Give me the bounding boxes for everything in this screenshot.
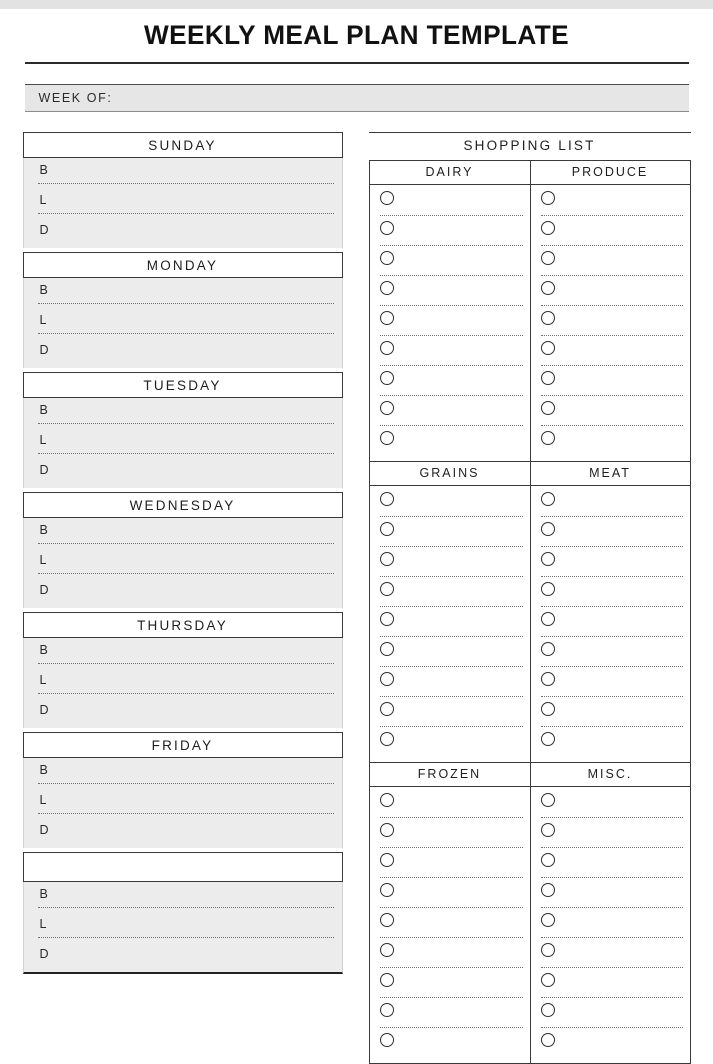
meal-entry-row[interactable] — [24, 338, 342, 368]
category-item-column — [530, 787, 690, 1063]
category-body-row — [370, 787, 690, 1063]
shopping-item-row[interactable] — [531, 431, 690, 458]
checkbox-circle-icon[interactable] — [380, 371, 394, 385]
checkbox-circle-icon[interactable] — [380, 672, 394, 686]
checkbox-circle-icon[interactable] — [541, 1033, 555, 1047]
shopping-item-row[interactable] — [531, 793, 690, 820]
day-block — [23, 252, 343, 368]
meal-entry-row[interactable] — [24, 278, 342, 308]
checkbox-circle-icon[interactable] — [380, 281, 394, 295]
shopping-item-row[interactable] — [531, 973, 690, 1000]
checkbox-circle-icon[interactable] — [380, 311, 394, 325]
checkbox-circle-icon[interactable] — [380, 943, 394, 957]
shopping-item-row[interactable] — [531, 1003, 690, 1030]
category-header: DAIRY — [425, 165, 474, 179]
shopping-item-row[interactable] — [370, 431, 530, 458]
shopping-list-title: SHOPPING LIST — [463, 138, 596, 153]
day-block — [23, 612, 343, 728]
shopping-item-row[interactable] — [531, 251, 690, 278]
title-section — [0, 9, 713, 64]
meal-entry-row[interactable] — [24, 638, 342, 668]
shopping-item-row[interactable] — [531, 582, 690, 609]
checkbox-circle-icon[interactable] — [380, 612, 394, 626]
meal-letter-label: D — [39, 343, 49, 357]
day-block — [23, 852, 343, 974]
day-meals-body — [23, 158, 343, 248]
meal-letter-label: L — [39, 673, 47, 687]
category-header: PRODUCE — [530, 161, 690, 184]
shopping-item-row[interactable] — [531, 281, 690, 308]
meal-letter-label: B — [39, 763, 48, 777]
category-item-column — [530, 185, 690, 461]
shopping-item-row[interactable] — [370, 522, 530, 549]
meal-entry-row[interactable] — [24, 458, 342, 488]
checkbox-circle-icon[interactable] — [541, 793, 555, 807]
shopping-item-row[interactable] — [370, 1003, 530, 1030]
day-header[interactable] — [23, 612, 343, 638]
checkbox-circle-icon[interactable] — [380, 702, 394, 716]
shopping-item-row[interactable] — [370, 281, 530, 308]
meal-entry-row[interactable] — [24, 548, 342, 578]
checkbox-circle-icon[interactable] — [541, 582, 555, 596]
shopping-item-row[interactable] — [531, 672, 690, 699]
day-block — [23, 132, 343, 248]
meal-entry-row[interactable] — [24, 398, 342, 428]
shopping-item-row[interactable] — [531, 732, 690, 759]
checkbox-circle-icon[interactable] — [541, 401, 555, 415]
shopping-item-row[interactable] — [531, 702, 690, 729]
meal-entry-row[interactable] — [24, 698, 342, 728]
meal-entry-row[interactable] — [24, 518, 342, 548]
category-item-column — [370, 185, 530, 461]
checkbox-circle-icon[interactable] — [380, 732, 394, 746]
meal-letter-label: B — [39, 887, 48, 901]
category-header: MEAT — [530, 462, 690, 485]
category-header-row — [370, 763, 690, 787]
shopping-item-row[interactable] — [531, 341, 690, 368]
checkbox-circle-icon[interactable] — [541, 221, 555, 235]
checkbox-circle-icon[interactable] — [541, 913, 555, 927]
day-name-label: SUNDAY — [148, 137, 217, 153]
shopping-item-row[interactable] — [370, 552, 530, 579]
day-header[interactable] — [23, 852, 343, 882]
meal-letter-label: L — [39, 917, 47, 931]
shopping-item-row[interactable] — [531, 612, 690, 639]
meal-entry-row[interactable] — [24, 578, 342, 608]
checkbox-circle-icon[interactable] — [380, 552, 394, 566]
checkbox-circle-icon[interactable] — [380, 251, 394, 265]
checkbox-circle-icon[interactable] — [541, 973, 555, 987]
meal-entry-row[interactable] — [24, 758, 342, 788]
shopping-category-block — [370, 161, 690, 461]
meal-entry-row[interactable] — [24, 308, 342, 338]
meal-letter-label: B — [39, 523, 48, 537]
meal-entry-row[interactable] — [24, 188, 342, 218]
checkbox-circle-icon[interactable] — [541, 823, 555, 837]
category-header: FROZEN — [417, 767, 482, 781]
shopping-item-row[interactable] — [370, 1033, 530, 1060]
meal-entry-row[interactable] — [24, 942, 342, 972]
meal-entry-row[interactable] — [24, 882, 342, 912]
shopping-item-row[interactable] — [531, 552, 690, 579]
checkbox-circle-icon[interactable] — [380, 431, 394, 445]
day-name-label: WEDNESDAY — [129, 497, 236, 513]
day-header[interactable] — [23, 252, 343, 278]
day-header[interactable] — [23, 372, 343, 398]
category-body-row — [370, 486, 690, 762]
meal-letter-label: L — [39, 553, 47, 567]
shopping-item-row[interactable] — [531, 913, 690, 940]
checkbox-circle-icon[interactable] — [380, 1033, 394, 1047]
week-of-field[interactable] — [25, 84, 689, 112]
category-item-column — [370, 787, 530, 1063]
page-title: WEEKLY MEAL PLAN TEMPLATE — [144, 20, 569, 50]
document-page — [0, 9, 713, 1064]
checkbox-circle-icon[interactable] — [541, 943, 555, 957]
category-header: MISC. — [530, 763, 690, 786]
shopping-item-row[interactable] — [370, 853, 530, 880]
title-divider — [25, 62, 689, 64]
week-of-section — [25, 84, 689, 112]
checkbox-circle-icon[interactable] — [541, 341, 555, 355]
checkbox-circle-icon[interactable] — [380, 492, 394, 506]
shopping-item-row[interactable] — [531, 492, 690, 519]
day-header[interactable] — [23, 132, 343, 158]
meal-letter-label: L — [39, 313, 47, 327]
checkbox-circle-icon[interactable] — [380, 582, 394, 596]
checkbox-circle-icon[interactable] — [380, 913, 394, 927]
checkbox-circle-icon[interactable] — [380, 883, 394, 897]
meal-letter-label: D — [39, 223, 49, 237]
shopping-item-row[interactable] — [531, 943, 690, 970]
shopping-item-row[interactable] — [531, 191, 690, 218]
meal-letter-label: B — [39, 283, 48, 297]
day-header[interactable] — [23, 492, 343, 518]
checkbox-circle-icon[interactable] — [541, 642, 555, 656]
shopping-item-row[interactable] — [531, 221, 690, 248]
meal-entry-row[interactable] — [24, 428, 342, 458]
shopping-item-row[interactable] — [370, 401, 530, 428]
shopping-category-block — [370, 461, 690, 762]
shopping-item-row[interactable] — [370, 492, 530, 519]
day-block — [23, 492, 343, 608]
shopping-item-row[interactable] — [370, 823, 530, 850]
meal-entry-row[interactable] — [24, 788, 342, 818]
meal-letter-label: L — [39, 793, 47, 807]
checkbox-circle-icon[interactable] — [541, 552, 555, 566]
shopping-item-row[interactable] — [370, 582, 530, 609]
shopping-item-row[interactable] — [370, 642, 530, 669]
meal-entry-row[interactable] — [24, 158, 342, 188]
shopping-item-row[interactable] — [531, 401, 690, 428]
meal-entry-row[interactable] — [24, 218, 342, 248]
meal-plan-column — [23, 132, 343, 974]
shopping-item-row[interactable] — [370, 221, 530, 248]
meal-letter-label: L — [39, 433, 47, 447]
day-meals-body — [23, 638, 343, 728]
day-meals-body — [23, 278, 343, 368]
shopping-item-row[interactable] — [370, 702, 530, 729]
meal-letter-label: B — [39, 403, 48, 417]
week-of-label: WEEK OF: — [38, 91, 113, 105]
meal-entry-row[interactable] — [24, 818, 342, 848]
checkbox-circle-icon[interactable] — [541, 431, 555, 445]
top-gray-strip — [0, 0, 713, 9]
checkbox-circle-icon[interactable] — [380, 191, 394, 205]
shopping-item-row[interactable] — [531, 522, 690, 549]
shopping-item-row[interactable] — [531, 1033, 690, 1060]
shopping-list-column — [369, 132, 691, 1064]
checkbox-circle-icon[interactable] — [541, 191, 555, 205]
shopping-item-row[interactable] — [531, 883, 690, 910]
shopping-item-row[interactable] — [370, 341, 530, 368]
shopping-list-table — [369, 160, 691, 1064]
checkbox-circle-icon[interactable] — [380, 973, 394, 987]
category-header-row — [370, 161, 690, 185]
shopping-item-row[interactable] — [370, 883, 530, 910]
meal-letter-label: D — [39, 463, 49, 477]
checkbox-circle-icon[interactable] — [541, 612, 555, 626]
shopping-category-block — [370, 762, 690, 1063]
shopping-item-row[interactable] — [370, 612, 530, 639]
category-header-row — [370, 462, 690, 486]
shopping-item-row[interactable] — [370, 672, 530, 699]
checkbox-circle-icon[interactable] — [541, 251, 555, 265]
day-name-label: FRIDAY — [151, 737, 214, 753]
checkbox-circle-icon[interactable] — [541, 1003, 555, 1017]
day-name-label: TUESDAY — [143, 377, 222, 393]
checkbox-circle-icon[interactable] — [380, 642, 394, 656]
day-meals-body — [23, 398, 343, 488]
day-block — [23, 372, 343, 488]
day-name-label: MONDAY — [146, 257, 219, 273]
checkbox-circle-icon[interactable] — [541, 883, 555, 897]
meal-entry-row[interactable] — [24, 912, 342, 942]
shopping-item-row[interactable] — [370, 732, 530, 759]
day-meals-body — [23, 518, 343, 608]
checkbox-circle-icon[interactable] — [380, 522, 394, 536]
day-block — [23, 732, 343, 848]
shopping-item-row[interactable] — [370, 943, 530, 970]
checkbox-circle-icon[interactable] — [380, 401, 394, 415]
checkbox-circle-icon[interactable] — [541, 672, 555, 686]
shopping-item-row[interactable] — [531, 642, 690, 669]
shopping-item-row[interactable] — [531, 311, 690, 338]
checkbox-circle-icon[interactable] — [380, 221, 394, 235]
checkbox-circle-icon[interactable] — [541, 732, 555, 746]
checkbox-circle-icon[interactable] — [541, 492, 555, 506]
checkbox-circle-icon[interactable] — [380, 1003, 394, 1017]
shopping-item-row[interactable] — [370, 913, 530, 940]
meal-letter-label: B — [39, 643, 48, 657]
shopping-item-row[interactable] — [531, 371, 690, 398]
meal-letter-label: D — [39, 583, 49, 597]
category-header: GRAINS — [419, 466, 480, 480]
shopping-item-row[interactable] — [370, 371, 530, 398]
shopping-item-row[interactable] — [370, 251, 530, 278]
category-item-column — [370, 486, 530, 762]
meal-letter-label: L — [39, 193, 47, 207]
meal-letter-label: B — [39, 163, 48, 177]
checkbox-circle-icon[interactable] — [541, 522, 555, 536]
shopping-item-row[interactable] — [370, 311, 530, 338]
checkbox-circle-icon[interactable] — [541, 371, 555, 385]
day-header[interactable] — [23, 732, 343, 758]
checkbox-circle-icon[interactable] — [541, 853, 555, 867]
checkbox-circle-icon[interactable] — [541, 281, 555, 295]
shopping-item-row[interactable] — [370, 973, 530, 1000]
category-body-row — [370, 185, 690, 461]
shopping-item-row[interactable] — [531, 853, 690, 880]
content-columns — [23, 132, 691, 1064]
day-meals-body — [23, 758, 343, 848]
meal-letter-label: D — [39, 947, 49, 961]
checkbox-circle-icon[interactable] — [380, 823, 394, 837]
day-name-label: THURSDAY — [137, 617, 228, 633]
meal-letter-label: D — [39, 703, 49, 717]
checkbox-circle-icon[interactable] — [541, 311, 555, 325]
checkbox-circle-icon[interactable] — [380, 341, 394, 355]
category-item-column — [530, 486, 690, 762]
day-meals-body — [23, 882, 343, 974]
checkbox-circle-icon[interactable] — [380, 853, 394, 867]
shopping-item-row[interactable] — [370, 793, 530, 820]
meal-entry-row[interactable] — [24, 668, 342, 698]
meal-letter-label: D — [39, 823, 49, 837]
checkbox-circle-icon[interactable] — [541, 702, 555, 716]
shopping-item-row[interactable] — [531, 823, 690, 850]
checkbox-circle-icon[interactable] — [380, 793, 394, 807]
shopping-item-row[interactable] — [370, 191, 530, 218]
